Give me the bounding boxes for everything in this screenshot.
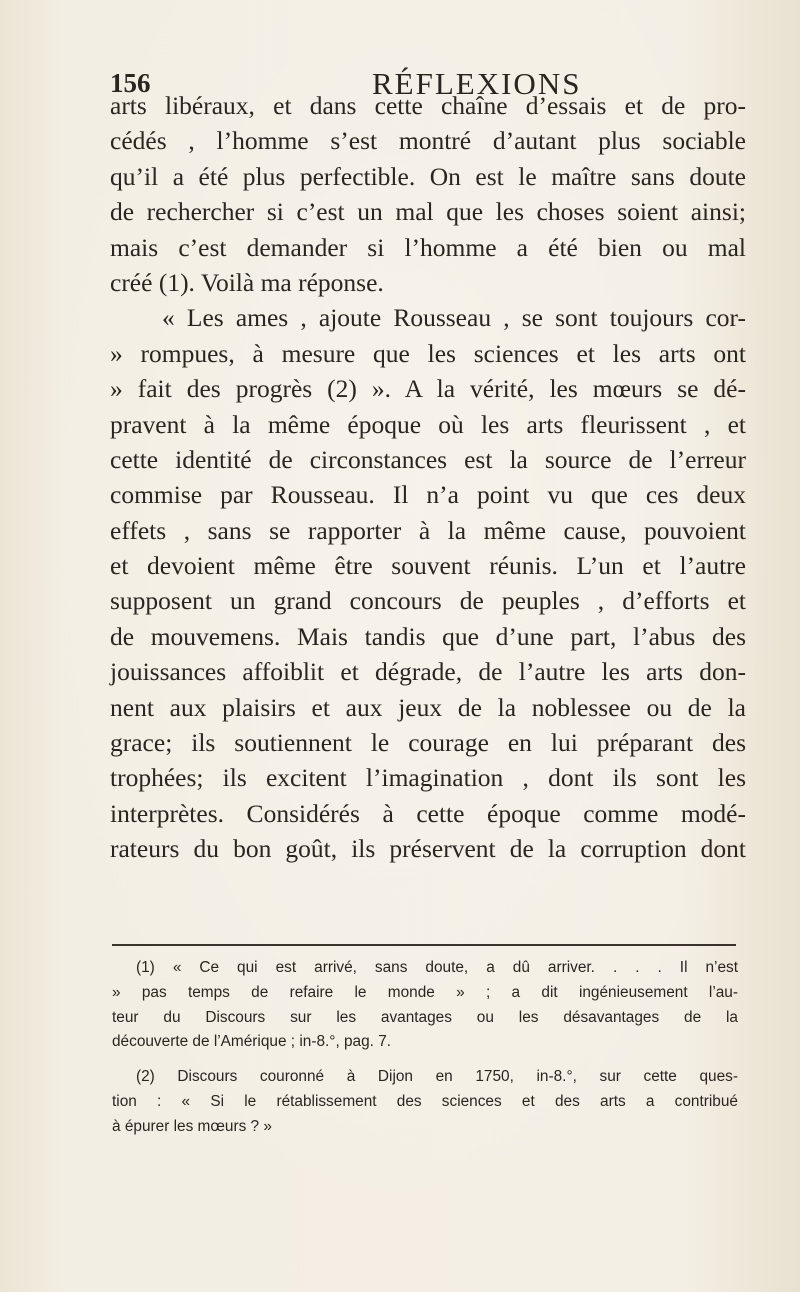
text-line: » fait des progrès (2) ». A la vérité, les mœurs se dé- — [110, 374, 746, 404]
text-line: » rompues, à mesure que les sciences et les arts ont — [110, 338, 746, 368]
footnote-line: tion : « Si le rétablissement des sciences et des arts a contribué — [112, 1092, 738, 1110]
text-line: nent aux plaisirs et aux jeux de la noblessee ou de la — [110, 692, 746, 722]
page-number: 156 — [110, 68, 151, 98]
footnote-line: teur du Discours sur les avantages ou les désavantages de la — [112, 1008, 738, 1026]
footnote-1 — [112, 956, 738, 1055]
footnotes — [112, 956, 738, 1140]
footnote-line: » pas temps de refaire le monde » ; a dit ingénieusement l’au- — [112, 983, 738, 1001]
text-line: de mouvemens. Mais tandis que d’une part, l’abus des — [110, 621, 746, 651]
text-line: jouissances affoiblit et dégrade, de l’autre les arts don- — [110, 657, 746, 687]
footnote-line: découverte de l’Amérique ; in-8.°, pag. 7. — [112, 1033, 392, 1051]
text-line: de rechercher si c’est un mal que les choses soient ainsi; — [110, 197, 746, 227]
text-line: trophées; ils excitent l’imagination , dont ils sont les — [110, 763, 746, 793]
text-line: rateurs du bon goût, ils préservent de la corruption dont — [110, 834, 746, 864]
footnote-line: à épurer les mœurs ? » — [112, 1117, 272, 1135]
text-line: cédés , l’homme s’est montré d’autant plus sociable — [110, 126, 746, 156]
text-line: créé (1). Voilà ma réponse. — [110, 267, 384, 297]
text-line: qu’il a été plus perfectible. On est le maître sans doute — [110, 161, 746, 191]
footnote-line: (1) « Ce qui est arrivé, sans doute, a dû arriver. . . . Il n’est — [136, 959, 738, 976]
text-line: arts libéraux, et dans cette chaîne d’essais et de pro- — [110, 91, 746, 120]
text-line: commise par Rousseau. Il n’a point vu que ces deux — [110, 480, 746, 510]
text-line: mais c’est demander si l’homme a été bien ou mal — [110, 232, 746, 262]
body-text — [110, 88, 746, 867]
running-head: RÉFLEXIONS — [372, 66, 582, 101]
footnote-2 — [112, 1065, 738, 1139]
text-line: supposent un grand concours de peuples , d’efforts et — [110, 586, 746, 616]
text-line: interprètes. Considérés à cette époque comme modé- — [110, 798, 746, 828]
text-line: effets , sans se rapporter à la même cause, pouvoient — [110, 515, 746, 545]
footnote-line: (2) Discours couronné à Dijon en 1750, in-8.°, sur cette ques- — [136, 1068, 738, 1086]
footnote-rule — [112, 944, 736, 946]
footnote-gap — [112, 1055, 738, 1065]
text-line: grace; ils soutiennent le courage en lui préparant des — [110, 728, 746, 758]
text-line: cette identité de circonstances est la source de l’erreur — [110, 444, 746, 474]
text-line: et devoient même être souvent réunis. L’un et l’autre — [110, 551, 746, 581]
text-line: pravent à la même époque où les arts fleurissent , et — [110, 409, 746, 439]
text-line: « Les ames , ajoute Rousseau , se sont toujours cor- — [162, 303, 746, 333]
